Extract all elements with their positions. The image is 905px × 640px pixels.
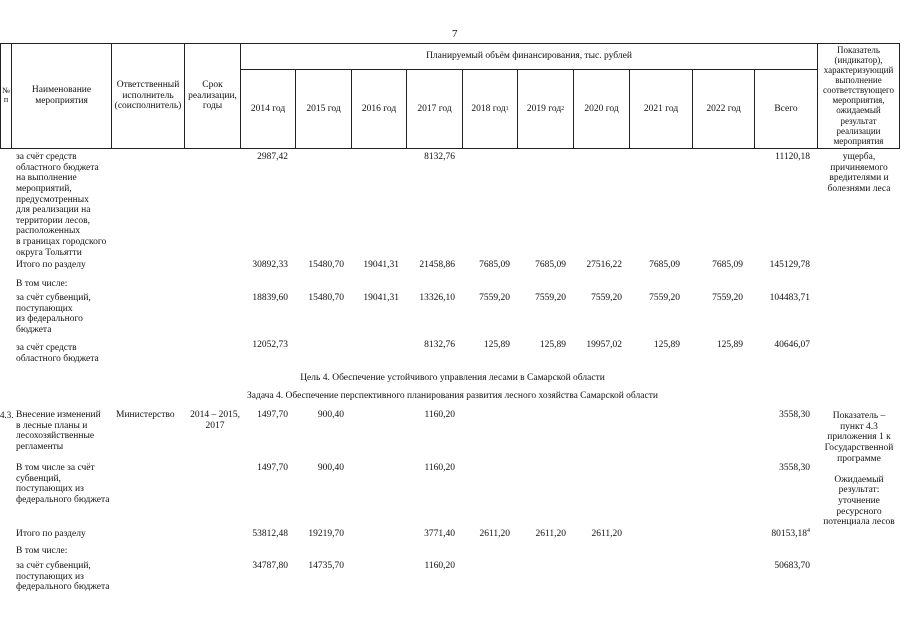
cell-2017: 8132,76 <box>424 340 455 350</box>
cell-indicator: Показатель – пункт 4.3 приложения 1 к Государственной программе Ожидаемый результат: уточнение ресурсного потенциала лесов <box>823 411 895 528</box>
header-year-2017: 2017 год <box>407 70 463 149</box>
cell-2018: 125,89 <box>483 340 510 350</box>
row-name: за счёт средств областного бюджета <box>16 343 99 364</box>
row-name: В том числе за счёт субвенций, поступающих из федерального бюджета <box>16 463 110 505</box>
cell-2021: 125,89 <box>653 340 680 350</box>
header-year-2016: 2016 год <box>352 70 407 149</box>
header-total: Всего <box>755 70 818 149</box>
cell-2017: 1160,20 <box>424 410 455 420</box>
header-indicator: Показатель (индикатор), характеризующий выполнение соответствующего мероприятия, ожидаемый результат реализации мероприятия <box>818 43 900 149</box>
cell-2022: 125,89 <box>716 340 743 350</box>
row-name: за счёт субвенций, поступающих из федерального бюджета <box>16 293 91 335</box>
row-name: за счёт субвенций, поступающих из федерального бюджета <box>16 561 110 593</box>
row-number: 4.3. <box>0 410 14 420</box>
goal-heading: Цель 4. Обеспечение устойчивого управления лесами в Самарской области <box>300 373 605 383</box>
cell-2021: 7685,09 <box>649 260 680 270</box>
cell-2019: 125,89 <box>539 340 566 350</box>
header-year-2014: 2014 год <box>241 70 296 149</box>
cell-total: 3558,30 <box>779 463 810 473</box>
cell-2019: 2611,20 <box>535 529 566 539</box>
cell-2018: 7685,09 <box>479 260 510 270</box>
header-year-2018: 2018 год 1 <box>463 70 518 149</box>
header-term: Срок реализации, годы <box>185 43 241 149</box>
header-year-2021: 2021 год <box>630 70 693 149</box>
header-year-2022: 2022 год <box>693 70 755 149</box>
cell-total: 40646,07 <box>774 340 810 350</box>
cell-2018: 2611,20 <box>479 529 510 539</box>
cell-2018: 7559,20 <box>479 293 510 303</box>
cell-total: 11120,18 <box>775 152 810 162</box>
cell-responsible: Министерство <box>116 410 175 420</box>
cell-2015: 900,40 <box>317 410 344 420</box>
cell-2019: 7685,09 <box>535 260 566 270</box>
cell-total: 3558,30 <box>779 410 810 420</box>
row-name: Итого по разделу <box>16 260 86 270</box>
header-year-2020: 2020 год <box>574 70 630 149</box>
cell-2019: 7559,20 <box>535 293 566 303</box>
cell-2021: 7559,20 <box>649 293 680 303</box>
cell-2014: 34787,80 <box>252 561 288 571</box>
row-name: Внесение изменений в лесные планы и лесохозяйственные регламенты <box>16 410 101 452</box>
cell-2015: 14735,70 <box>308 561 344 571</box>
cell-2017: 8132,76 <box>424 152 455 162</box>
cell-2022: 7559,20 <box>712 293 743 303</box>
cell-total: 145129,78 <box>769 260 810 270</box>
cell-2017: 13326,10 <box>419 293 455 303</box>
header-name: Наименование мероприятия <box>12 43 112 149</box>
cell-total: 80153,18$^4$ <box>771 527 810 539</box>
row-name: Итого по разделу <box>16 529 86 539</box>
header-number: № п <box>0 43 12 149</box>
cell-2014: 2987,42 <box>257 152 288 162</box>
cell-2015: 900,40 <box>317 463 344 473</box>
cell-2014: 53812,48 <box>252 529 288 539</box>
cell-2014: 18839,60 <box>252 293 288 303</box>
row-name: за счёт средств областного бюджета на выполнение мероприятий, предусмотренных для реализации на территории лесов, расположенных в границах городского округа Тольятти <box>16 152 107 258</box>
cell-2017: 21458,86 <box>419 260 455 270</box>
cell-term: 2014 – 2015, 2017 <box>190 410 240 431</box>
cell-2014: 1497,70 <box>257 410 288 420</box>
cell-2020: 2611,20 <box>591 529 622 539</box>
header-responsible: Ответственный исполнитель (соисполнитель) <box>112 43 185 149</box>
header-finance: Планируемый объём финансирования, тыс. рублей <box>241 43 818 70</box>
cell-total: 50683,70 <box>774 561 810 571</box>
task-heading: Задача 4. Обеспечение перспективного планирования развития лесного хозяйства Самарской области <box>247 391 658 401</box>
page-number: 7 <box>452 28 458 40</box>
row-name: В том числе: <box>16 546 68 556</box>
cell-2020: 7559,20 <box>591 293 622 303</box>
cell-2017: 1160,20 <box>424 463 455 473</box>
cell-2016: 19041,31 <box>363 260 399 270</box>
cell-2016: 19041,31 <box>363 293 399 303</box>
cell-indicator: ущерба, причиняемого вредителями и болезнями леса <box>827 152 891 194</box>
cell-2022: 7685,09 <box>712 260 743 270</box>
cell-2015: 15480,70 <box>308 260 344 270</box>
cell-2017: 1160,20 <box>424 561 455 571</box>
row-name: В том числе: <box>16 279 68 289</box>
cell-2015: 19219,70 <box>308 529 344 539</box>
cell-2014: 30892,33 <box>252 260 288 270</box>
cell-2017: 3771,40 <box>424 529 455 539</box>
cell-2015: 15480,70 <box>308 293 344 303</box>
cell-2020: 27516,22 <box>586 260 622 270</box>
cell-total: 104483,71 <box>769 293 810 303</box>
cell-2014: 12052,73 <box>252 340 288 350</box>
cell-2014: 1497,70 <box>257 463 288 473</box>
header-year-2015: 2015 год <box>296 70 352 149</box>
cell-2020: 19957,02 <box>586 340 622 350</box>
header-year-2019: 2019 год 2 <box>518 70 574 149</box>
